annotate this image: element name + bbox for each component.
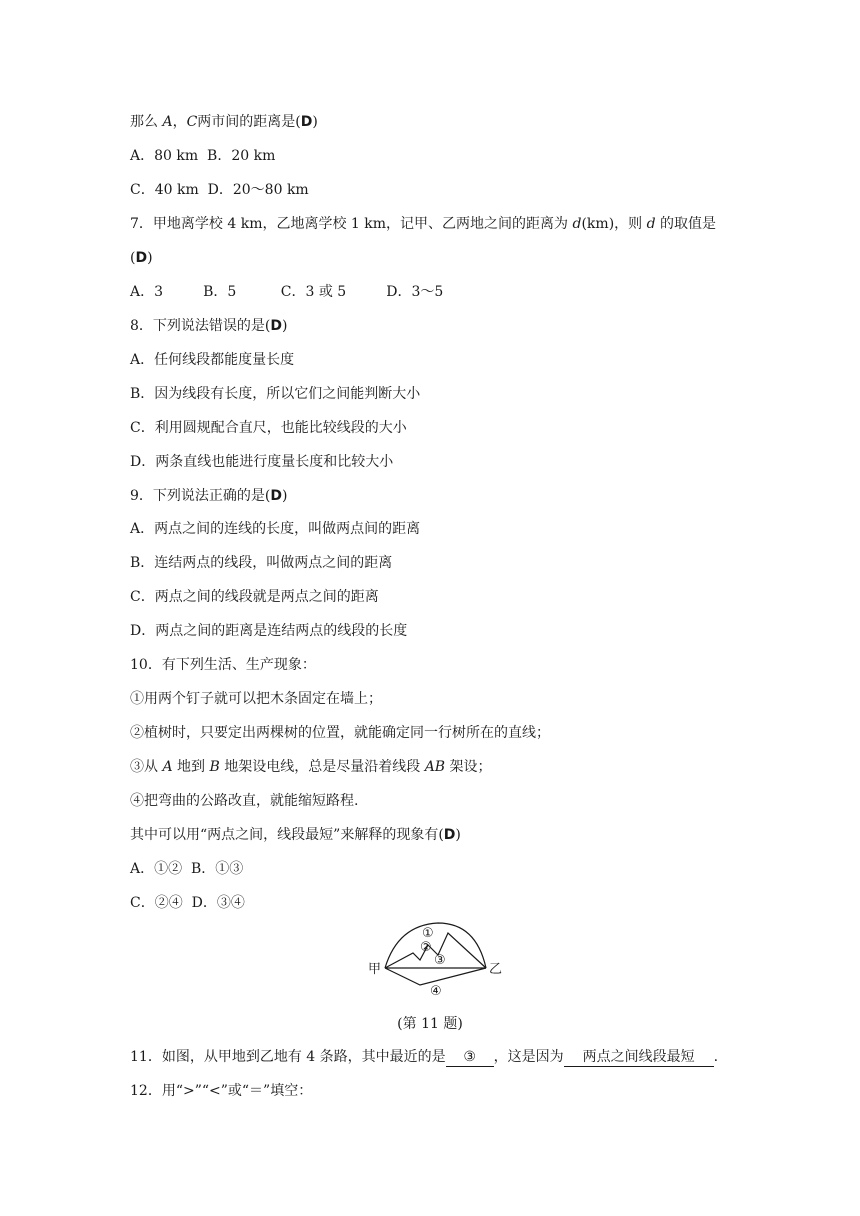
q6-stem: 那么 A，C两市间的距离是(D) [130,114,318,130]
q6-options-cd: C．40 km D．20～80 km [130,182,309,198]
answer-mark: D [270,318,282,334]
q10-stem: 10．有下列生活、生产现象： [130,657,316,673]
q10-options-cd: C．②④ D．③④ [130,895,245,911]
answer-blank-1: ③ [446,1048,494,1067]
route-3-label: ③ [434,953,446,968]
q11-stem: 11．如图，从甲地到乙地有 4 条路，其中最近的是 ③ ，这是因为 两点之间线段最短 . [130,1049,719,1065]
answer-blank-2: 两点之间线段最短 [564,1048,714,1067]
q10-item-2: ②植树时，只要定出两棵树的位置，就能确定同一行树所在的直线； [130,725,550,741]
q12-stem: 12．用“>”“<”或“＝”填空： [130,1083,313,1099]
q8-option-a: A．任何线段都能度量长度 [130,352,295,368]
q9-stem: 9．下列说法正确的是(D) [130,488,288,504]
q8-stem: 8．下列说法错误的是(D) [130,318,288,334]
q9-option-d: D．两点之间的距离是连结两点的线段的长度 [130,623,408,639]
q8-option-c: C．利用圆规配合直尺，也能比较线段的大小 [130,420,407,436]
q10-options-ab: A．①② B．①③ [130,861,244,877]
route-4-label: ④ [430,984,442,999]
q8-option-d: D．两条直线也能进行度量长度和比较大小 [130,454,394,470]
route-1-label: ① [422,926,434,941]
q10-item-4: ④把弯曲的公路改直，就能缩短路程. [130,793,359,809]
route-2-label: ② [420,940,432,955]
q7-options: A．3 B．5 C．3 或 5 D．3～5 [130,284,444,300]
routes-figure [368,915,508,1005]
q9-option-b: B．连结两点的线段，叫做两点之间的距离 [130,555,393,571]
q8-option-b: B．因为线段有长度，所以它们之间能判断大小 [130,386,421,402]
figure-caption: (第 11 题) [397,1016,463,1032]
route-4-polyline [385,968,486,985]
q10-item-3: ③从 A 地到 B 地架设电线，总是尽量沿着线段 AB 架设； [130,759,492,775]
answer-mark: D [443,827,456,843]
label-start: 甲 [368,962,382,977]
answer-mark: D [135,250,148,266]
q6-options-ab: A．80 km B．20 km [130,148,276,164]
q9-option-a: A．两点之间的连线的长度，叫做两点间的距离 [130,521,421,537]
answer-mark: D [300,114,313,130]
q7-answer-line: (D) [130,250,153,266]
q10-question: 其中可以用“两点之间，线段最短”来解释的现象有(D) [130,827,461,843]
label-end: 乙 [489,962,503,977]
q7-stem: 7．甲地离学校 4 km，乙地离学校 1 km，记甲、乙两地之间的距离为 d(km)，则 d 的取值是 [130,216,717,232]
q10-item-1: ①用两个钉子就可以把木条固定在墙上； [130,691,382,707]
answer-mark: D [270,488,282,504]
q9-option-c: C．两点之间的线段就是两点之间的距离 [130,589,379,605]
